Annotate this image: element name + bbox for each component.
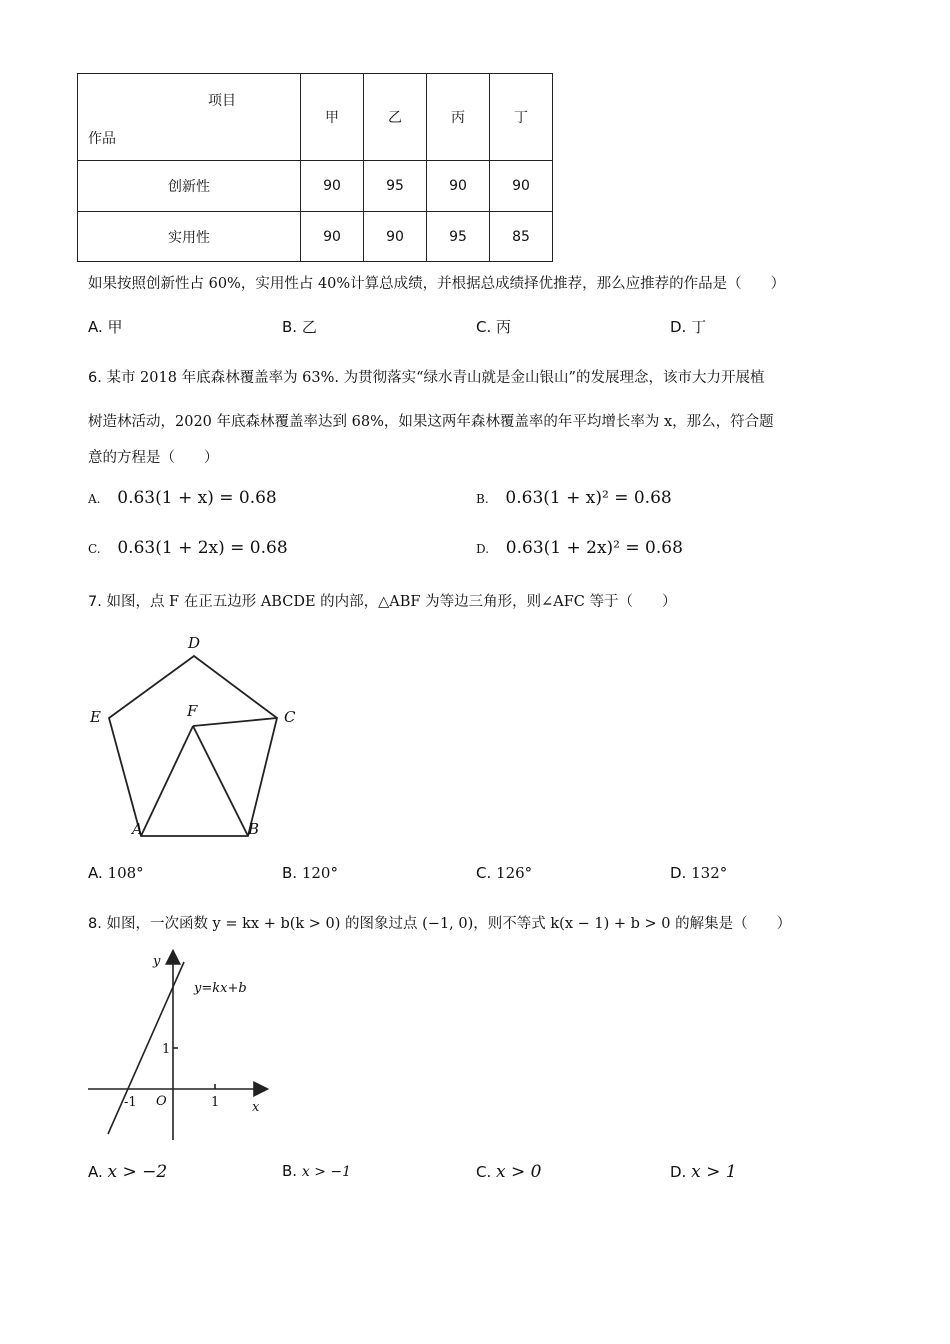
table-cell: 90 <box>427 161 490 212</box>
q7-option-a <box>88 864 144 882</box>
segment-bf <box>193 726 248 836</box>
q7-option-b <box>282 864 338 882</box>
option-text: 丙 <box>496 318 512 336</box>
vertex-label-a: A <box>132 820 143 838</box>
header-left-label: 作品 <box>88 131 116 147</box>
q5-option-c <box>476 316 511 337</box>
vertex-label-c: C <box>284 708 296 726</box>
linear-function-graph <box>80 948 280 1148</box>
option-label: C. <box>88 542 101 556</box>
q7-option-c <box>476 864 532 882</box>
vertex-label-d: D <box>188 634 201 652</box>
q6-option-d <box>476 538 683 558</box>
option-label: B. <box>282 864 298 882</box>
table-cell: 85 <box>490 212 553 262</box>
question-number: 7. <box>88 594 102 610</box>
table-row <box>78 212 553 262</box>
table-cell: 90 <box>490 161 553 212</box>
pentagon-abcde <box>109 656 277 836</box>
q7-text: 如图，点 F 在正五边形 ABCDE 的内部，△ABF 为等边三角形，则∠AFC 等于（ ） <box>106 594 677 610</box>
q5-text: 如果按照创新性占 60%，实用性占 40%计算总成绩，并根据总成绩择优推荐，那么应推荐的作品是（ ） <box>88 276 786 292</box>
option-label: C. <box>476 1163 492 1181</box>
option-label: A. <box>88 864 103 882</box>
option-label: D. <box>670 318 687 336</box>
score-table <box>77 73 553 262</box>
option-label: A. <box>88 492 101 506</box>
line-label: y=kx+b <box>194 981 247 996</box>
x-axis-label: x <box>252 1100 260 1115</box>
q6-option-a <box>88 488 277 508</box>
table-diagonal-header <box>78 74 301 161</box>
question-number: 8. <box>88 916 102 932</box>
q8-option-a <box>88 1162 167 1182</box>
row-label: 实用性 <box>78 212 301 262</box>
option-text: 丁 <box>691 318 707 336</box>
q6-text-line2: 树造林活动，2020 年底森林覆盖率达到 68%，如果这两年森林覆盖率的年平均增长率为 x，那么，符合题 <box>88 414 774 430</box>
origin-label: O <box>156 1094 167 1109</box>
table-cell: 90 <box>301 212 364 262</box>
vertex-label-b: B <box>248 820 260 838</box>
table-cell: 95 <box>427 212 490 262</box>
option-text: 甲 <box>107 318 123 336</box>
table-header-row <box>78 74 553 161</box>
segment-af <box>141 726 193 836</box>
q7-stem <box>88 590 676 611</box>
option-text: x > −2 <box>107 1162 168 1182</box>
question-number: 6. <box>88 370 102 386</box>
column-header: 丁 <box>490 74 553 161</box>
y-axis-label: y <box>153 954 161 969</box>
q8-text: 如图，一次函数 y = kx + b(k > 0) 的图象过点 (−1, 0)，则不等式 k(x − 1) + b > 0 的解集是（ ） <box>106 916 792 932</box>
y-tick-label-1: 1 <box>162 1042 171 1057</box>
option-label: B. <box>476 492 489 506</box>
q6-text-line1: 某市 2018 年底森林覆盖率为 63%. 为贯彻落实“绿水青山就是金山银山”的发展理念，该市大力开展植 <box>106 370 765 386</box>
table-row <box>78 161 553 212</box>
option-label: D. <box>670 864 687 882</box>
option-label: D. <box>476 542 490 556</box>
option-formula: 0.63(1 + x) = 0.68 <box>117 488 277 508</box>
header-top-label: 项目 <box>208 93 236 109</box>
q6-text-line3: 意的方程是（ ） <box>88 450 219 466</box>
table-cell: 95 <box>364 161 427 212</box>
option-formula: 0.63(1 + 2x)² = 0.68 <box>505 538 683 558</box>
option-text: x > 0 <box>496 1162 542 1182</box>
q8-option-c <box>476 1162 542 1182</box>
vertex-label-e: E <box>90 708 101 726</box>
option-formula: 0.63(1 + 2x) = 0.68 <box>117 538 288 558</box>
option-formula: 0.63(1 + x)² = 0.68 <box>505 488 672 508</box>
x-tick-label-1: 1 <box>211 1095 220 1110</box>
row-label: 创新性 <box>78 161 301 212</box>
q8-option-d <box>670 1162 737 1182</box>
option-text: 120° <box>301 864 338 882</box>
q6-option-c <box>88 538 288 558</box>
vertex-label-f: F <box>187 702 198 720</box>
option-text: 126° <box>496 864 533 882</box>
q6-line1 <box>88 366 764 387</box>
option-label: C. <box>476 864 492 882</box>
option-label: B. <box>282 1162 298 1180</box>
option-text: 乙 <box>301 318 317 336</box>
q6-option-b <box>476 488 672 508</box>
table-cell: 90 <box>301 161 364 212</box>
column-header: 乙 <box>364 74 427 161</box>
q5-option-d <box>670 316 706 337</box>
x-tick-label-neg1: -1 <box>124 1095 137 1110</box>
table-cell: 90 <box>364 212 427 262</box>
segment-fc <box>193 718 277 726</box>
column-header: 甲 <box>301 74 364 161</box>
option-label: D. <box>670 1163 687 1181</box>
option-label: C. <box>476 318 492 336</box>
option-label: A. <box>88 1163 103 1181</box>
option-text: x > 1 <box>691 1162 737 1182</box>
q5-option-b <box>282 316 317 337</box>
option-text: 132° <box>691 864 728 882</box>
option-text: x > −1 <box>301 1164 352 1180</box>
q5-option-a <box>88 316 123 337</box>
option-text: 108° <box>107 864 144 882</box>
q8-option-b <box>282 1162 351 1180</box>
pentagon-figure <box>80 628 310 843</box>
q8-stem <box>88 912 791 933</box>
column-header: 丙 <box>427 74 490 161</box>
option-label: B. <box>282 318 298 336</box>
q7-option-d <box>670 864 727 882</box>
option-label: A. <box>88 318 103 336</box>
